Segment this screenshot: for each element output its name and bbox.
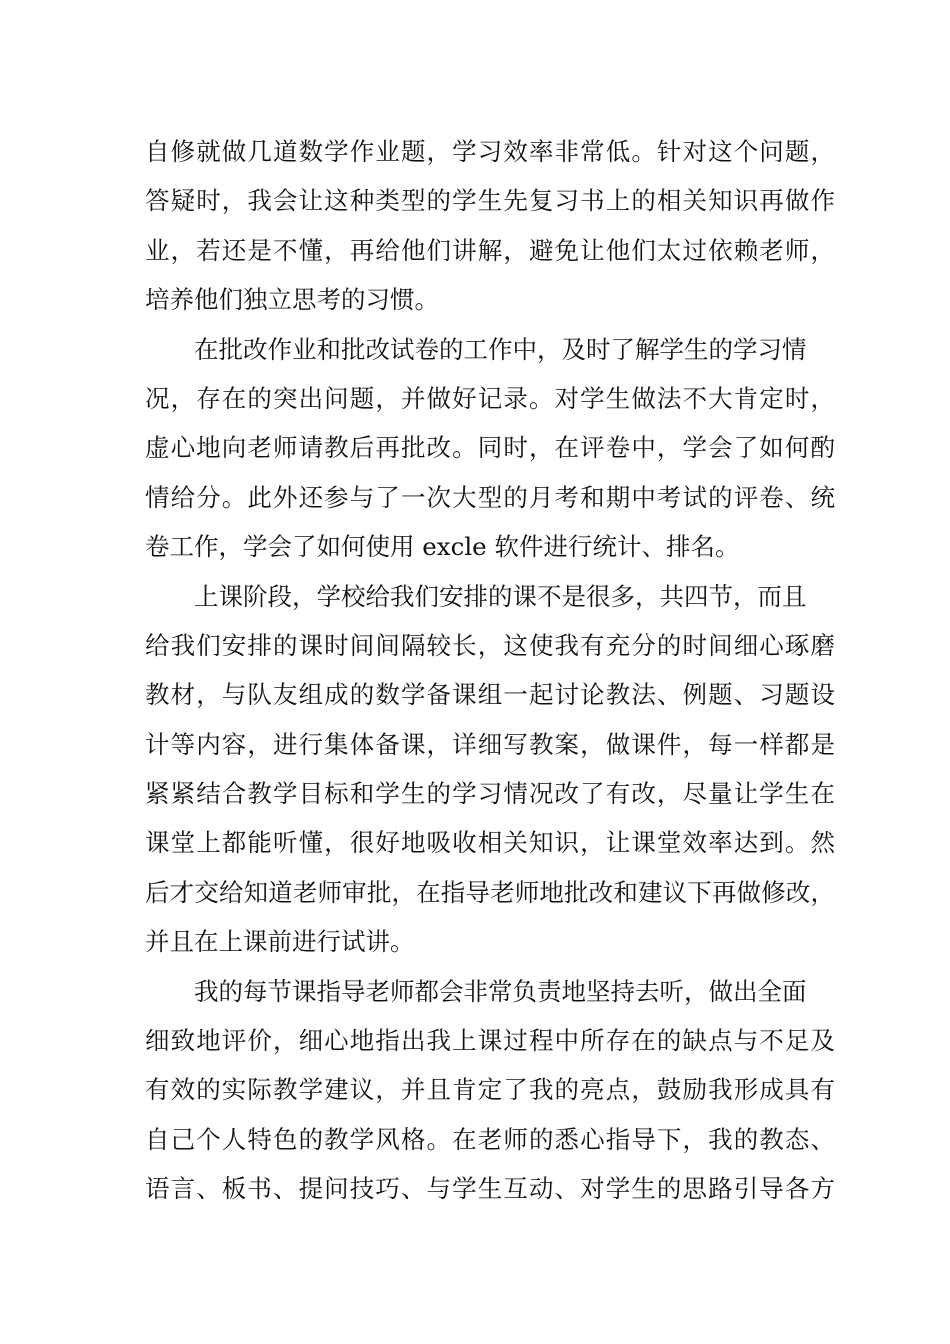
text-line: 有效的实际教学建议，并且肯定了我的亮点，鼓励我形成具有: [145, 1075, 835, 1105]
text-line: 课堂上都能听懂，很好地吸收相关知识，让课堂效率达到。然: [145, 828, 835, 858]
paragraph-first-line: 在批改作业和批改试卷的工作中，及时了解学生的学习情: [194, 334, 807, 364]
body-text: [145, 127, 835, 1214]
text-line: 并且在上课前进行试讲。: [145, 927, 415, 957]
text-line: 卷工作，学会了如何使用 excle 软件进行统计、排名。: [145, 532, 740, 562]
text-line: 细致地评价，细心地指出我上课过程中所存在的缺点与不足及: [145, 1026, 835, 1056]
text-line: 计等内容，进行集体备课，详细写教案，做课件，每一样都是: [145, 729, 835, 759]
text-line: 情给分。此外还参与了一次大型的月考和期中考试的评卷、统: [145, 482, 835, 512]
text-line: 后才交给知道老师审批，在指导老师地批改和建议下再做修改，: [145, 877, 835, 907]
text-line: 业，若还是不懂，再给他们讲解，避免让他们太过依赖老师，: [145, 235, 835, 265]
text-line: 答疑时，我会让这种类型的学生先复习书上的相关知识再做作: [145, 186, 835, 216]
text-line: 紧紧结合教学目标和学生的学习情况改了有改，尽量让学生在: [145, 779, 835, 809]
text-line: 自修就做几道数学作业题，学习效率非常低。针对这个问题，: [145, 137, 835, 166]
text-line: 教材，与队友组成的数学备课组一起讨论教法、例题、习题设: [145, 680, 835, 710]
paragraph-first-line: 我的每节课指导老师都会非常负责地坚持去听，做出全面: [194, 976, 807, 1006]
text-line: 自己个人特色的教学风格。在老师的悉心指导下，我的教态、: [145, 1124, 835, 1154]
text-line: 给我们安排的课时间间隔较长，这使我有充分的时间细心琢磨: [145, 630, 835, 660]
text-line: 语言、板书、提问技巧、与学生互动、对学生的思路引导各方: [145, 1174, 835, 1204]
paragraph-first-line: 上课阶段，学校给我们安排的课不是很多，共四节，而且: [194, 581, 807, 611]
text-line: 虚心地向老师请教后再批改。同时，在评卷中，学会了如何酌: [145, 433, 835, 463]
text-line: 况，存在的突出问题，并做好记录。对学生做法不大肯定时，: [145, 383, 835, 413]
text-line: 培养他们独立思考的习惯。: [145, 285, 439, 315]
